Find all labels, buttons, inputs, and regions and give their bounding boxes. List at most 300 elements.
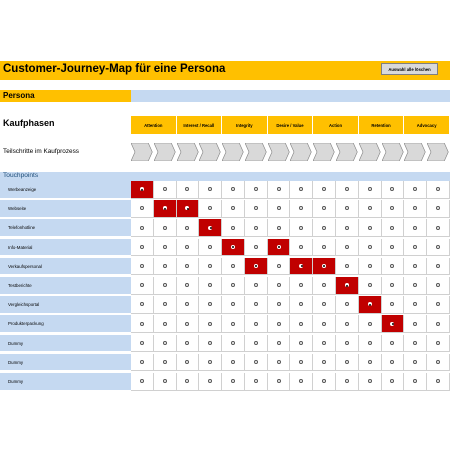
touchpoint-cell[interactable] xyxy=(268,296,291,314)
radio-icon[interactable] xyxy=(436,360,440,364)
radio-icon[interactable] xyxy=(413,322,417,326)
radio-icon[interactable] xyxy=(436,264,440,268)
radio-icon[interactable] xyxy=(436,322,440,326)
touchpoint-cell[interactable] xyxy=(177,354,200,372)
radio-icon[interactable] xyxy=(436,341,440,345)
radio-icon[interactable] xyxy=(345,341,349,345)
touchpoint-cell[interactable] xyxy=(222,354,245,372)
touchpoint-cell[interactable] xyxy=(382,181,405,199)
radio-icon[interactable] xyxy=(390,245,394,249)
radio-icon[interactable] xyxy=(368,322,372,326)
touchpoint-cell[interactable] xyxy=(382,219,405,237)
touchpoint-cell[interactable] xyxy=(427,200,450,218)
touchpoint-cell[interactable] xyxy=(222,373,245,391)
touchpoint-cell[interactable] xyxy=(427,296,450,314)
touchpoint-cell[interactable] xyxy=(382,354,405,372)
radio-icon[interactable] xyxy=(277,341,281,345)
touchpoint-cell[interactable] xyxy=(154,200,177,218)
touchpoint-cell[interactable] xyxy=(131,239,154,257)
touchpoint-cell[interactable] xyxy=(245,315,268,333)
radio-icon[interactable] xyxy=(185,264,189,268)
touchpoint-cell[interactable] xyxy=(313,354,336,372)
touchpoint-cell[interactable] xyxy=(245,239,268,257)
clear-selection-button[interactable]: Auswahl alle löschen xyxy=(381,63,438,75)
radio-icon[interactable] xyxy=(140,226,144,230)
touchpoint-cell[interactable] xyxy=(245,335,268,353)
radio-icon[interactable] xyxy=(413,302,417,306)
touchpoint-cell[interactable] xyxy=(154,296,177,314)
radio-icon[interactable] xyxy=(436,226,440,230)
touchpoint-cell[interactable] xyxy=(268,219,291,237)
touchpoint-cell[interactable] xyxy=(359,219,382,237)
touchpoint-cell[interactable] xyxy=(177,277,200,295)
radio-icon[interactable] xyxy=(368,360,372,364)
radio-icon[interactable] xyxy=(231,302,235,306)
touchpoint-cell[interactable] xyxy=(131,181,154,199)
touchpoint-cell[interactable] xyxy=(336,296,359,314)
radio-icon[interactable] xyxy=(254,322,258,326)
touchpoint-cell[interactable] xyxy=(199,315,222,333)
touchpoint-cell[interactable] xyxy=(199,258,222,276)
touchpoint-cell[interactable] xyxy=(359,181,382,199)
touchpoint-cell[interactable] xyxy=(268,239,291,257)
radio-icon[interactable] xyxy=(413,226,417,230)
radio-icon[interactable] xyxy=(368,379,372,383)
radio-icon[interactable] xyxy=(299,264,303,268)
touchpoint-cell[interactable] xyxy=(313,335,336,353)
touchpoint-cell[interactable] xyxy=(382,335,405,353)
radio-icon[interactable] xyxy=(436,245,440,249)
touchpoint-cell[interactable] xyxy=(313,277,336,295)
touchpoint-cell[interactable] xyxy=(177,181,200,199)
touchpoint-cell[interactable] xyxy=(336,277,359,295)
touchpoint-cell[interactable] xyxy=(313,296,336,314)
touchpoint-cell[interactable] xyxy=(131,354,154,372)
radio-icon[interactable] xyxy=(322,226,326,230)
touchpoint-cell[interactable] xyxy=(336,315,359,333)
touchpoint-cell[interactable] xyxy=(177,200,200,218)
radio-icon[interactable] xyxy=(322,302,326,306)
touchpoint-cell[interactable] xyxy=(404,354,427,372)
radio-icon[interactable] xyxy=(368,206,372,210)
touchpoint-cell[interactable] xyxy=(268,200,291,218)
radio-icon[interactable] xyxy=(231,206,235,210)
radio-icon[interactable] xyxy=(254,379,258,383)
touchpoint-cell[interactable] xyxy=(427,335,450,353)
radio-icon[interactable] xyxy=(390,206,394,210)
touchpoint-cell[interactable] xyxy=(382,258,405,276)
radio-icon[interactable] xyxy=(140,264,144,268)
radio-icon[interactable] xyxy=(390,379,394,383)
touchpoint-cell[interactable] xyxy=(336,239,359,257)
radio-icon[interactable] xyxy=(140,379,144,383)
radio-icon[interactable] xyxy=(208,360,212,364)
touchpoint-cell[interactable] xyxy=(290,277,313,295)
radio-icon[interactable] xyxy=(322,283,326,287)
touchpoint-cell[interactable] xyxy=(154,315,177,333)
touchpoint-cell[interactable] xyxy=(336,373,359,391)
touchpoint-cell[interactable] xyxy=(268,315,291,333)
touchpoint-cell[interactable] xyxy=(199,200,222,218)
radio-icon[interactable] xyxy=(163,226,167,230)
touchpoint-cell[interactable] xyxy=(290,219,313,237)
touchpoint-cell[interactable] xyxy=(245,354,268,372)
radio-icon[interactable] xyxy=(368,341,372,345)
touchpoint-cell[interactable] xyxy=(268,181,291,199)
radio-icon[interactable] xyxy=(390,264,394,268)
radio-icon[interactable] xyxy=(208,283,212,287)
radio-icon[interactable] xyxy=(368,226,372,230)
radio-icon[interactable] xyxy=(208,322,212,326)
touchpoint-cell[interactable] xyxy=(427,181,450,199)
radio-icon[interactable] xyxy=(140,322,144,326)
radio-icon[interactable] xyxy=(277,206,281,210)
touchpoint-cell[interactable] xyxy=(404,296,427,314)
touchpoint-cell[interactable] xyxy=(245,277,268,295)
touchpoint-cell[interactable] xyxy=(245,258,268,276)
radio-icon[interactable] xyxy=(185,226,189,230)
radio-icon[interactable] xyxy=(254,187,258,191)
touchpoint-cell[interactable] xyxy=(404,181,427,199)
radio-icon[interactable] xyxy=(185,341,189,345)
radio-icon[interactable] xyxy=(322,379,326,383)
touchpoint-cell[interactable] xyxy=(427,354,450,372)
touchpoint-cell[interactable] xyxy=(290,354,313,372)
radio-icon[interactable] xyxy=(277,302,281,306)
touchpoint-cell[interactable] xyxy=(222,277,245,295)
radio-icon[interactable] xyxy=(436,206,440,210)
radio-icon[interactable] xyxy=(254,360,258,364)
radio-icon[interactable] xyxy=(413,341,417,345)
touchpoint-cell[interactable] xyxy=(245,219,268,237)
radio-icon[interactable] xyxy=(299,302,303,306)
radio-icon[interactable] xyxy=(254,302,258,306)
radio-icon[interactable] xyxy=(322,341,326,345)
radio-icon[interactable] xyxy=(163,379,167,383)
touchpoint-cell[interactable] xyxy=(131,373,154,391)
touchpoint-cell[interactable] xyxy=(222,315,245,333)
radio-icon[interactable] xyxy=(345,283,349,287)
touchpoint-cell[interactable] xyxy=(245,373,268,391)
touchpoint-cell[interactable] xyxy=(199,277,222,295)
radio-icon[interactable] xyxy=(231,360,235,364)
radio-icon[interactable] xyxy=(413,283,417,287)
radio-icon[interactable] xyxy=(231,226,235,230)
radio-icon[interactable] xyxy=(140,302,144,306)
touchpoint-cell[interactable] xyxy=(290,239,313,257)
radio-icon[interactable] xyxy=(390,226,394,230)
radio-icon[interactable] xyxy=(322,187,326,191)
touchpoint-cell[interactable] xyxy=(222,239,245,257)
radio-icon[interactable] xyxy=(208,264,212,268)
radio-icon[interactable] xyxy=(140,360,144,364)
touchpoint-cell[interactable] xyxy=(313,181,336,199)
radio-icon[interactable] xyxy=(254,283,258,287)
touchpoint-cell[interactable] xyxy=(404,277,427,295)
radio-icon[interactable] xyxy=(413,360,417,364)
touchpoint-cell[interactable] xyxy=(177,296,200,314)
touchpoint-cell[interactable] xyxy=(222,335,245,353)
touchpoint-cell[interactable] xyxy=(336,219,359,237)
radio-icon[interactable] xyxy=(231,322,235,326)
touchpoint-cell[interactable] xyxy=(336,258,359,276)
radio-icon[interactable] xyxy=(163,283,167,287)
touchpoint-cell[interactable] xyxy=(313,219,336,237)
touchpoint-cell[interactable] xyxy=(154,181,177,199)
radio-icon[interactable] xyxy=(231,187,235,191)
touchpoint-cell[interactable] xyxy=(199,335,222,353)
radio-icon[interactable] xyxy=(299,322,303,326)
radio-icon[interactable] xyxy=(299,379,303,383)
touchpoint-cell[interactable] xyxy=(382,315,405,333)
radio-icon[interactable] xyxy=(299,283,303,287)
radio-icon[interactable] xyxy=(390,187,394,191)
radio-icon[interactable] xyxy=(208,302,212,306)
radio-icon[interactable] xyxy=(345,226,349,230)
touchpoint-cell[interactable] xyxy=(404,373,427,391)
touchpoint-cell[interactable] xyxy=(131,315,154,333)
touchpoint-cell[interactable] xyxy=(313,200,336,218)
radio-icon[interactable] xyxy=(299,245,303,249)
radio-icon[interactable] xyxy=(208,226,212,230)
radio-icon[interactable] xyxy=(390,360,394,364)
radio-icon[interactable] xyxy=(345,360,349,364)
radio-icon[interactable] xyxy=(413,245,417,249)
touchpoint-cell[interactable] xyxy=(382,296,405,314)
touchpoint-cell[interactable] xyxy=(290,373,313,391)
radio-icon[interactable] xyxy=(413,206,417,210)
touchpoint-cell[interactable] xyxy=(404,200,427,218)
touchpoint-cell[interactable] xyxy=(290,335,313,353)
touchpoint-cell[interactable] xyxy=(313,239,336,257)
touchpoint-cell[interactable] xyxy=(177,219,200,237)
radio-icon[interactable] xyxy=(231,283,235,287)
radio-icon[interactable] xyxy=(390,322,394,326)
radio-icon[interactable] xyxy=(140,341,144,345)
radio-icon[interactable] xyxy=(345,206,349,210)
touchpoint-cell[interactable] xyxy=(313,315,336,333)
touchpoint-cell[interactable] xyxy=(427,373,450,391)
radio-icon[interactable] xyxy=(277,283,281,287)
touchpoint-cell[interactable] xyxy=(427,239,450,257)
radio-icon[interactable] xyxy=(299,360,303,364)
touchpoint-cell[interactable] xyxy=(290,200,313,218)
touchpoint-cell[interactable] xyxy=(222,296,245,314)
touchpoint-cell[interactable] xyxy=(154,373,177,391)
touchpoint-cell[interactable] xyxy=(359,354,382,372)
radio-icon[interactable] xyxy=(436,283,440,287)
radio-icon[interactable] xyxy=(322,360,326,364)
radio-icon[interactable] xyxy=(163,187,167,191)
radio-icon[interactable] xyxy=(185,206,189,210)
radio-icon[interactable] xyxy=(299,187,303,191)
touchpoint-cell[interactable] xyxy=(290,296,313,314)
radio-icon[interactable] xyxy=(322,245,326,249)
touchpoint-cell[interactable] xyxy=(199,373,222,391)
radio-icon[interactable] xyxy=(413,187,417,191)
touchpoint-cell[interactable] xyxy=(336,200,359,218)
touchpoint-cell[interactable] xyxy=(382,200,405,218)
touchpoint-cell[interactable] xyxy=(313,373,336,391)
touchpoint-cell[interactable] xyxy=(199,296,222,314)
touchpoint-cell[interactable] xyxy=(131,200,154,218)
touchpoint-cell[interactable] xyxy=(290,258,313,276)
radio-icon[interactable] xyxy=(345,302,349,306)
touchpoint-cell[interactable] xyxy=(404,239,427,257)
touchpoint-cell[interactable] xyxy=(154,335,177,353)
radio-icon[interactable] xyxy=(208,245,212,249)
touchpoint-cell[interactable] xyxy=(268,354,291,372)
touchpoint-cell[interactable] xyxy=(382,277,405,295)
touchpoint-cell[interactable] xyxy=(427,277,450,295)
radio-icon[interactable] xyxy=(163,360,167,364)
radio-icon[interactable] xyxy=(254,264,258,268)
radio-icon[interactable] xyxy=(185,360,189,364)
touchpoint-cell[interactable] xyxy=(382,239,405,257)
radio-icon[interactable] xyxy=(163,264,167,268)
touchpoint-cell[interactable] xyxy=(336,335,359,353)
radio-icon[interactable] xyxy=(140,206,144,210)
radio-icon[interactable] xyxy=(345,379,349,383)
touchpoint-cell[interactable] xyxy=(290,315,313,333)
persona-input[interactable] xyxy=(131,90,450,102)
touchpoint-cell[interactable] xyxy=(177,258,200,276)
touchpoint-cell[interactable] xyxy=(268,258,291,276)
touchpoint-cell[interactable] xyxy=(427,315,450,333)
touchpoint-cell[interactable] xyxy=(199,239,222,257)
radio-icon[interactable] xyxy=(208,206,212,210)
touchpoint-cell[interactable] xyxy=(177,239,200,257)
radio-icon[interactable] xyxy=(299,206,303,210)
touchpoint-cell[interactable] xyxy=(154,354,177,372)
radio-icon[interactable] xyxy=(436,187,440,191)
radio-icon[interactable] xyxy=(208,379,212,383)
touchpoint-cell[interactable] xyxy=(131,335,154,353)
touchpoint-cell[interactable] xyxy=(404,315,427,333)
touchpoint-cell[interactable] xyxy=(268,335,291,353)
touchpoint-cell[interactable] xyxy=(427,219,450,237)
radio-icon[interactable] xyxy=(163,245,167,249)
touchpoint-cell[interactable] xyxy=(131,258,154,276)
radio-icon[interactable] xyxy=(277,360,281,364)
radio-icon[interactable] xyxy=(231,245,235,249)
radio-icon[interactable] xyxy=(299,226,303,230)
radio-icon[interactable] xyxy=(277,379,281,383)
touchpoint-cell[interactable] xyxy=(131,219,154,237)
radio-icon[interactable] xyxy=(185,283,189,287)
touchpoint-cell[interactable] xyxy=(313,258,336,276)
touchpoint-cell[interactable] xyxy=(131,277,154,295)
touchpoint-cell[interactable] xyxy=(359,239,382,257)
touchpoint-cell[interactable] xyxy=(177,373,200,391)
radio-icon[interactable] xyxy=(185,187,189,191)
touchpoint-cell[interactable] xyxy=(359,335,382,353)
touchpoint-cell[interactable] xyxy=(404,219,427,237)
touchpoint-cell[interactable] xyxy=(290,181,313,199)
radio-icon[interactable] xyxy=(390,341,394,345)
radio-icon[interactable] xyxy=(368,187,372,191)
touchpoint-cell[interactable] xyxy=(245,296,268,314)
radio-icon[interactable] xyxy=(277,187,281,191)
radio-icon[interactable] xyxy=(163,302,167,306)
radio-icon[interactable] xyxy=(345,322,349,326)
radio-icon[interactable] xyxy=(140,187,144,191)
radio-icon[interactable] xyxy=(322,206,326,210)
touchpoint-cell[interactable] xyxy=(359,200,382,218)
radio-icon[interactable] xyxy=(140,245,144,249)
touchpoint-cell[interactable] xyxy=(245,181,268,199)
touchpoint-cell[interactable] xyxy=(199,181,222,199)
touchpoint-cell[interactable] xyxy=(154,239,177,257)
radio-icon[interactable] xyxy=(299,341,303,345)
touchpoint-cell[interactable] xyxy=(222,258,245,276)
radio-icon[interactable] xyxy=(413,264,417,268)
radio-icon[interactable] xyxy=(345,245,349,249)
touchpoint-cell[interactable] xyxy=(177,315,200,333)
touchpoint-cell[interactable] xyxy=(222,200,245,218)
touchpoint-cell[interactable] xyxy=(359,277,382,295)
touchpoint-cell[interactable] xyxy=(154,219,177,237)
radio-icon[interactable] xyxy=(436,302,440,306)
radio-icon[interactable] xyxy=(277,245,281,249)
radio-icon[interactable] xyxy=(277,264,281,268)
radio-icon[interactable] xyxy=(436,379,440,383)
touchpoint-cell[interactable] xyxy=(268,373,291,391)
radio-icon[interactable] xyxy=(345,187,349,191)
touchpoint-cell[interactable] xyxy=(359,315,382,333)
radio-icon[interactable] xyxy=(140,283,144,287)
touchpoint-cell[interactable] xyxy=(359,258,382,276)
radio-icon[interactable] xyxy=(208,341,212,345)
touchpoint-cell[interactable] xyxy=(199,354,222,372)
radio-icon[interactable] xyxy=(322,264,326,268)
touchpoint-cell[interactable] xyxy=(404,258,427,276)
touchpoint-cell[interactable] xyxy=(336,354,359,372)
touchpoint-cell[interactable] xyxy=(359,296,382,314)
radio-icon[interactable] xyxy=(185,302,189,306)
touchpoint-cell[interactable] xyxy=(222,219,245,237)
radio-icon[interactable] xyxy=(231,379,235,383)
radio-icon[interactable] xyxy=(185,322,189,326)
radio-icon[interactable] xyxy=(231,264,235,268)
radio-icon[interactable] xyxy=(345,264,349,268)
touchpoint-cell[interactable] xyxy=(427,258,450,276)
radio-icon[interactable] xyxy=(231,341,235,345)
touchpoint-cell[interactable] xyxy=(359,373,382,391)
touchpoint-cell[interactable] xyxy=(177,335,200,353)
radio-icon[interactable] xyxy=(163,322,167,326)
touchpoint-cell[interactable] xyxy=(404,335,427,353)
touchpoint-cell[interactable] xyxy=(382,373,405,391)
radio-icon[interactable] xyxy=(163,206,167,210)
radio-icon[interactable] xyxy=(254,245,258,249)
touchpoint-cell[interactable] xyxy=(199,219,222,237)
radio-icon[interactable] xyxy=(254,341,258,345)
touchpoint-cell[interactable] xyxy=(131,296,154,314)
radio-icon[interactable] xyxy=(413,379,417,383)
radio-icon[interactable] xyxy=(277,226,281,230)
radio-icon[interactable] xyxy=(368,283,372,287)
radio-icon[interactable] xyxy=(208,187,212,191)
radio-icon[interactable] xyxy=(277,322,281,326)
radio-icon[interactable] xyxy=(254,226,258,230)
touchpoint-cell[interactable] xyxy=(222,181,245,199)
radio-icon[interactable] xyxy=(254,206,258,210)
radio-icon[interactable] xyxy=(163,341,167,345)
radio-icon[interactable] xyxy=(390,302,394,306)
radio-icon[interactable] xyxy=(368,245,372,249)
radio-icon[interactable] xyxy=(368,264,372,268)
